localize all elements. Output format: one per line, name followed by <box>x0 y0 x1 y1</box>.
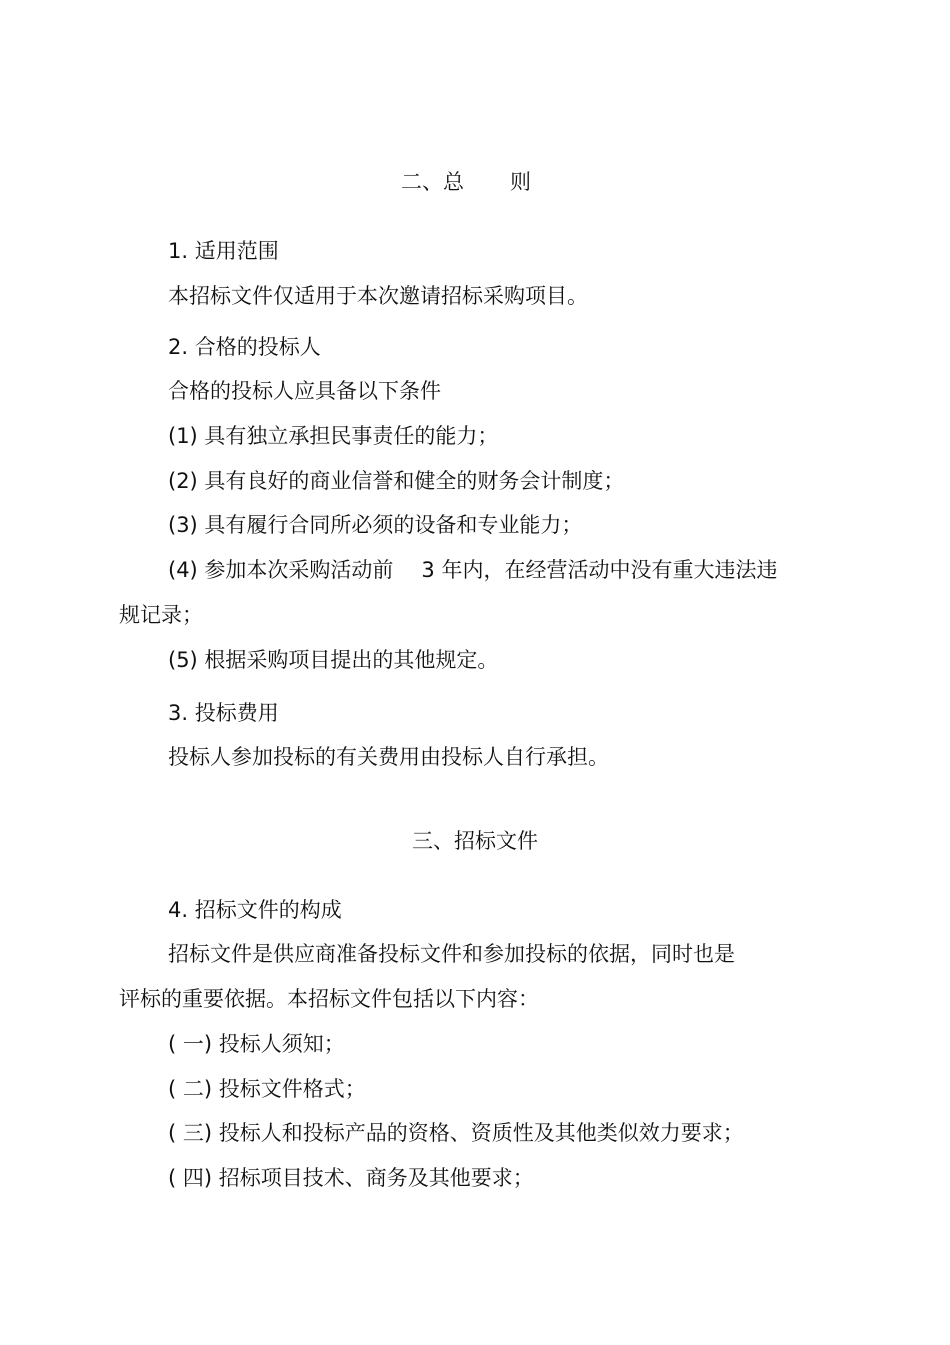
condition-4-part-a: (4) 参加本次采购活动前 <box>168 558 394 582</box>
item2-title: 2. 合格的投标人 <box>168 335 321 359</box>
item4-text-line1: 招标文件是供应商准备投标文件和参加投标的依据，同时也是 <box>168 942 735 966</box>
content-part-4: ( 四) 招标项目技术、商务及其他要求； <box>168 1166 534 1190</box>
condition-4-line2: 规记录； <box>119 603 203 627</box>
condition-5: (5) 根据采购项目提出的其他规定。 <box>168 648 499 672</box>
content-part-1: ( 一) 投标人须知； <box>168 1032 345 1056</box>
item2-intro: 合格的投标人应具备以下条件 <box>168 379 441 403</box>
content-part-3: ( 三) 投标人和投标产品的资格、资质性及其他类似效力要求； <box>168 1121 744 1145</box>
item4-title: 4. 招标文件的构成 <box>168 898 342 922</box>
section-heading-tender-docs: 三、招标文件 <box>412 829 538 853</box>
section-heading-right: 则 <box>510 170 531 194</box>
section-heading-general <box>401 168 531 196</box>
condition-2: (2) 具有良好的商业信誉和健全的财务会计制度； <box>168 469 625 493</box>
condition-4-line1 <box>168 556 777 584</box>
item4-text-line2: 评标的重要依据。本招标文件包括以下内容： <box>119 987 539 1011</box>
item1-title: 1. 适用范围 <box>168 239 279 263</box>
section-heading-left: 二、总 <box>401 170 464 194</box>
condition-4-part-b: 3 年内，在经营活动中没有重大违法违 <box>421 558 778 582</box>
item3-title: 3. 投标费用 <box>168 701 279 725</box>
condition-3: (3) 具有履行合同所必须的设备和专业能力； <box>168 513 583 537</box>
item3-text: 投标人参加投标的有关费用由投标人自行承担。 <box>168 745 609 769</box>
condition-1: (1) 具有独立承担民事责任的能力； <box>168 424 499 448</box>
content-part-2: ( 二) 投标文件格式； <box>168 1077 366 1101</box>
item1-text: 本招标文件仅适用于本次邀请招标采购项目。 <box>168 284 588 308</box>
